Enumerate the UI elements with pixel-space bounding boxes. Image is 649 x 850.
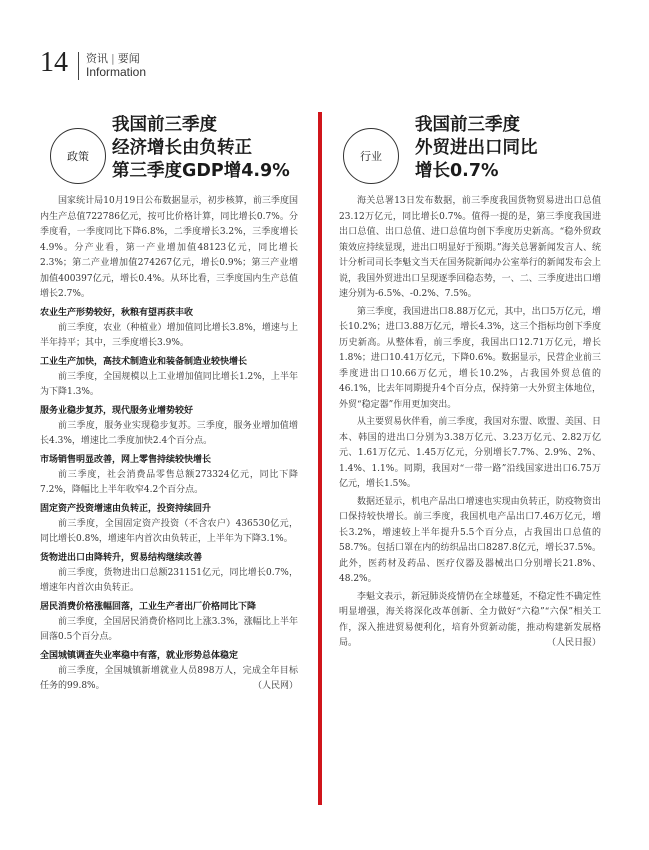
category-label: 行业 (360, 150, 382, 163)
header-divider (78, 52, 79, 80)
section-paragraph: 前三季度，社会消费品零售总额273324亿元，同比下降7.2%，降幅比上半年收窄4.2个百分点。 (40, 469, 298, 495)
headline-line: 增长0.7% (415, 161, 499, 181)
section-paragraph: 前三季度，农业（种植业）增加值同比增长3.8%，增速与上半年持平；其中，三季度增长3.9%。 (40, 322, 298, 348)
headline-line: 外贸进出口同比 (415, 138, 538, 158)
section-paragraph (40, 664, 298, 695)
headline-line: 经济增长由负转正 (112, 138, 252, 158)
body-paragraph: 从主要贸易伙伴看，前三季度，我国对东盟、欧盟、美国、日本、韩国的进出口分别为3.38万亿元、3.23万亿元、2.82万亿元、1.61万亿元、1.45万亿元，分别增长7.7%、2.9%、2%、1.4%、1.1%。同期，我国对“一带一路”沿线国家进出口6.75万亿元，增长1.5%。 (339, 417, 601, 489)
article-headline (112, 114, 290, 183)
intro-paragraph: 国家统计局10月19日公布数据显示，初步核算，前三季度国内生产总值722786亿元，按可比价格计算，同比增长0.7%。分季度看，一季度同比下降6.8%，二季度增长3.2%，三季度增长4.9%。分产业看，第一产业增加值48123亿元，同比增长2.3%；第二产业增加值274267亿元，增长0.9%；第三产业增加值400397亿元，增长0.4%。从环比看，三季度国内生产总值增长2.7%。 (40, 196, 298, 299)
section-heading: 工业生产加快，高技术制造业和装备制造业较快增长 (40, 356, 248, 367)
section-heading: 市场销售明显改善，网上零售持续较快增长 (40, 454, 212, 465)
section-paragraph: 前三季度，全国居民消费价格同比上涨3.3%，涨幅比上半年回落0.5个百分点。 (40, 616, 298, 642)
paragraph-text: 李魁文表示，新冠肺炎疫情仍在全球蔓延，不稳定性不确定性明显增强，海关将深化改革创新、全力做好“六稳”“六保”相关工作，深入推进贸易便利化，培育外贸新动能，推动构建新发展格局。 (339, 591, 601, 648)
section-text: 前三季度，全国城镇新增就业人员898万人，完成全年目标任务的99.8%。 (40, 665, 298, 691)
section-name-en: Information (86, 65, 147, 79)
category-badge (50, 128, 106, 184)
section-heading: 全国城镇调查失业率稳中有落，就业形势总体稳定 (40, 650, 239, 661)
body-paragraph (339, 590, 601, 652)
category-badge (343, 128, 399, 184)
article-source: （人民日报） (546, 638, 601, 648)
subsection-name: 要闻 (117, 52, 140, 65)
body-paragraph: 数据还显示，机电产品出口增速也实现由负转正，防疫物资出口保持较快增长。前三季度，我国机电产品出口7.46万亿元，增长3.2%，增速较上半年提升5.5个百分点，占我国出口总值的58.7%。包括口罩在内的纺织品出口8287.8亿元，增长37.5%。此外，医药材及药品、医疗仪器及器械出口分别增长21.8%、48.2%。 (339, 496, 601, 584)
section-heading: 服务业稳步复苏，现代服务业增势较好 (40, 405, 194, 416)
article-body (40, 194, 298, 695)
headline-line: 我国前三季度 (415, 115, 520, 135)
section-heading: 固定资产投资增速由负转正，投资持续回升 (40, 503, 212, 514)
body-paragraph: 第三季度，我国进出口8.88万亿元，其中，出口5万亿元，增长10.2%；进口3.88万亿元，增长4.3%，这三个指标均创下季度历史新高。从整体看，前三季度，我国出口12.71万亿元，增长1.8%；进口10.41万亿元，下降0.6%。数据显示，民营企业前三季度进出口10.66万亿元，增长10.2%，占我国外贸总值的46.1%，比去年同期提升4个百分点，保持第一大外贸主体地位，外贸“稳定器”作用更加突出。 (339, 306, 601, 410)
section-heading: 农业生产形势较好，秋粮有望再获丰收 (40, 307, 194, 318)
section-heading: 居民消费价格涨幅回落，工业生产者出厂价格同比下降 (40, 601, 257, 612)
section-name: 资讯 (86, 52, 108, 65)
body-paragraph: 海关总署13日发布数据，前三季度我国货物贸易进出口总值23.12万亿元，同比增长0.7%。值得一提的是，第三季度我国进出口总值、出口总值、进口总值均创下季度历史新高。“稳外贸政策效应持续显现，进出口明显好于预期。”海关总署新闻发言人、统计分析司司长李魁文当天在国务院新闻办公室举行的新闻发布会上说，我国外贸进出口呈现逐季回稳态势，一、二、三季度进出口增速分别为-6.5%、-0.2%、7.5%。 (339, 196, 601, 299)
headline-line: 我国前三季度 (112, 115, 217, 135)
section-label (86, 50, 140, 66)
page-number: 14 (40, 47, 68, 78)
section-paragraph: 前三季度，全国固定资产投资（不含农户）436530亿元，同比增长0.8%，增速年内首次由负转正，上半年为下降3.1%。 (40, 518, 298, 544)
section-paragraph: 前三季度，服务业实现稳步复苏。三季度，服务业增加值增长4.3%，增速比二季度加快2.4个百分点。 (40, 420, 298, 446)
article-body (339, 194, 601, 652)
section-paragraph: 前三季度，全国规模以上工业增加值同比增长1.2%，上半年为下降1.3%。 (40, 371, 298, 397)
category-label: 政策 (67, 150, 89, 163)
article-headline (415, 114, 538, 183)
section-bar: | (111, 52, 115, 65)
section-heading: 货物进出口由降转升，贸易结构继续改善 (40, 552, 203, 563)
article-source: （人民网） (252, 681, 298, 691)
column-divider (318, 112, 322, 805)
headline-line: 第三季度GDP增4.9% (112, 161, 290, 181)
section-paragraph: 前三季度，货物进出口总额231151亿元，同比增长0.7%，增速年内首次由负转正。 (40, 567, 298, 593)
